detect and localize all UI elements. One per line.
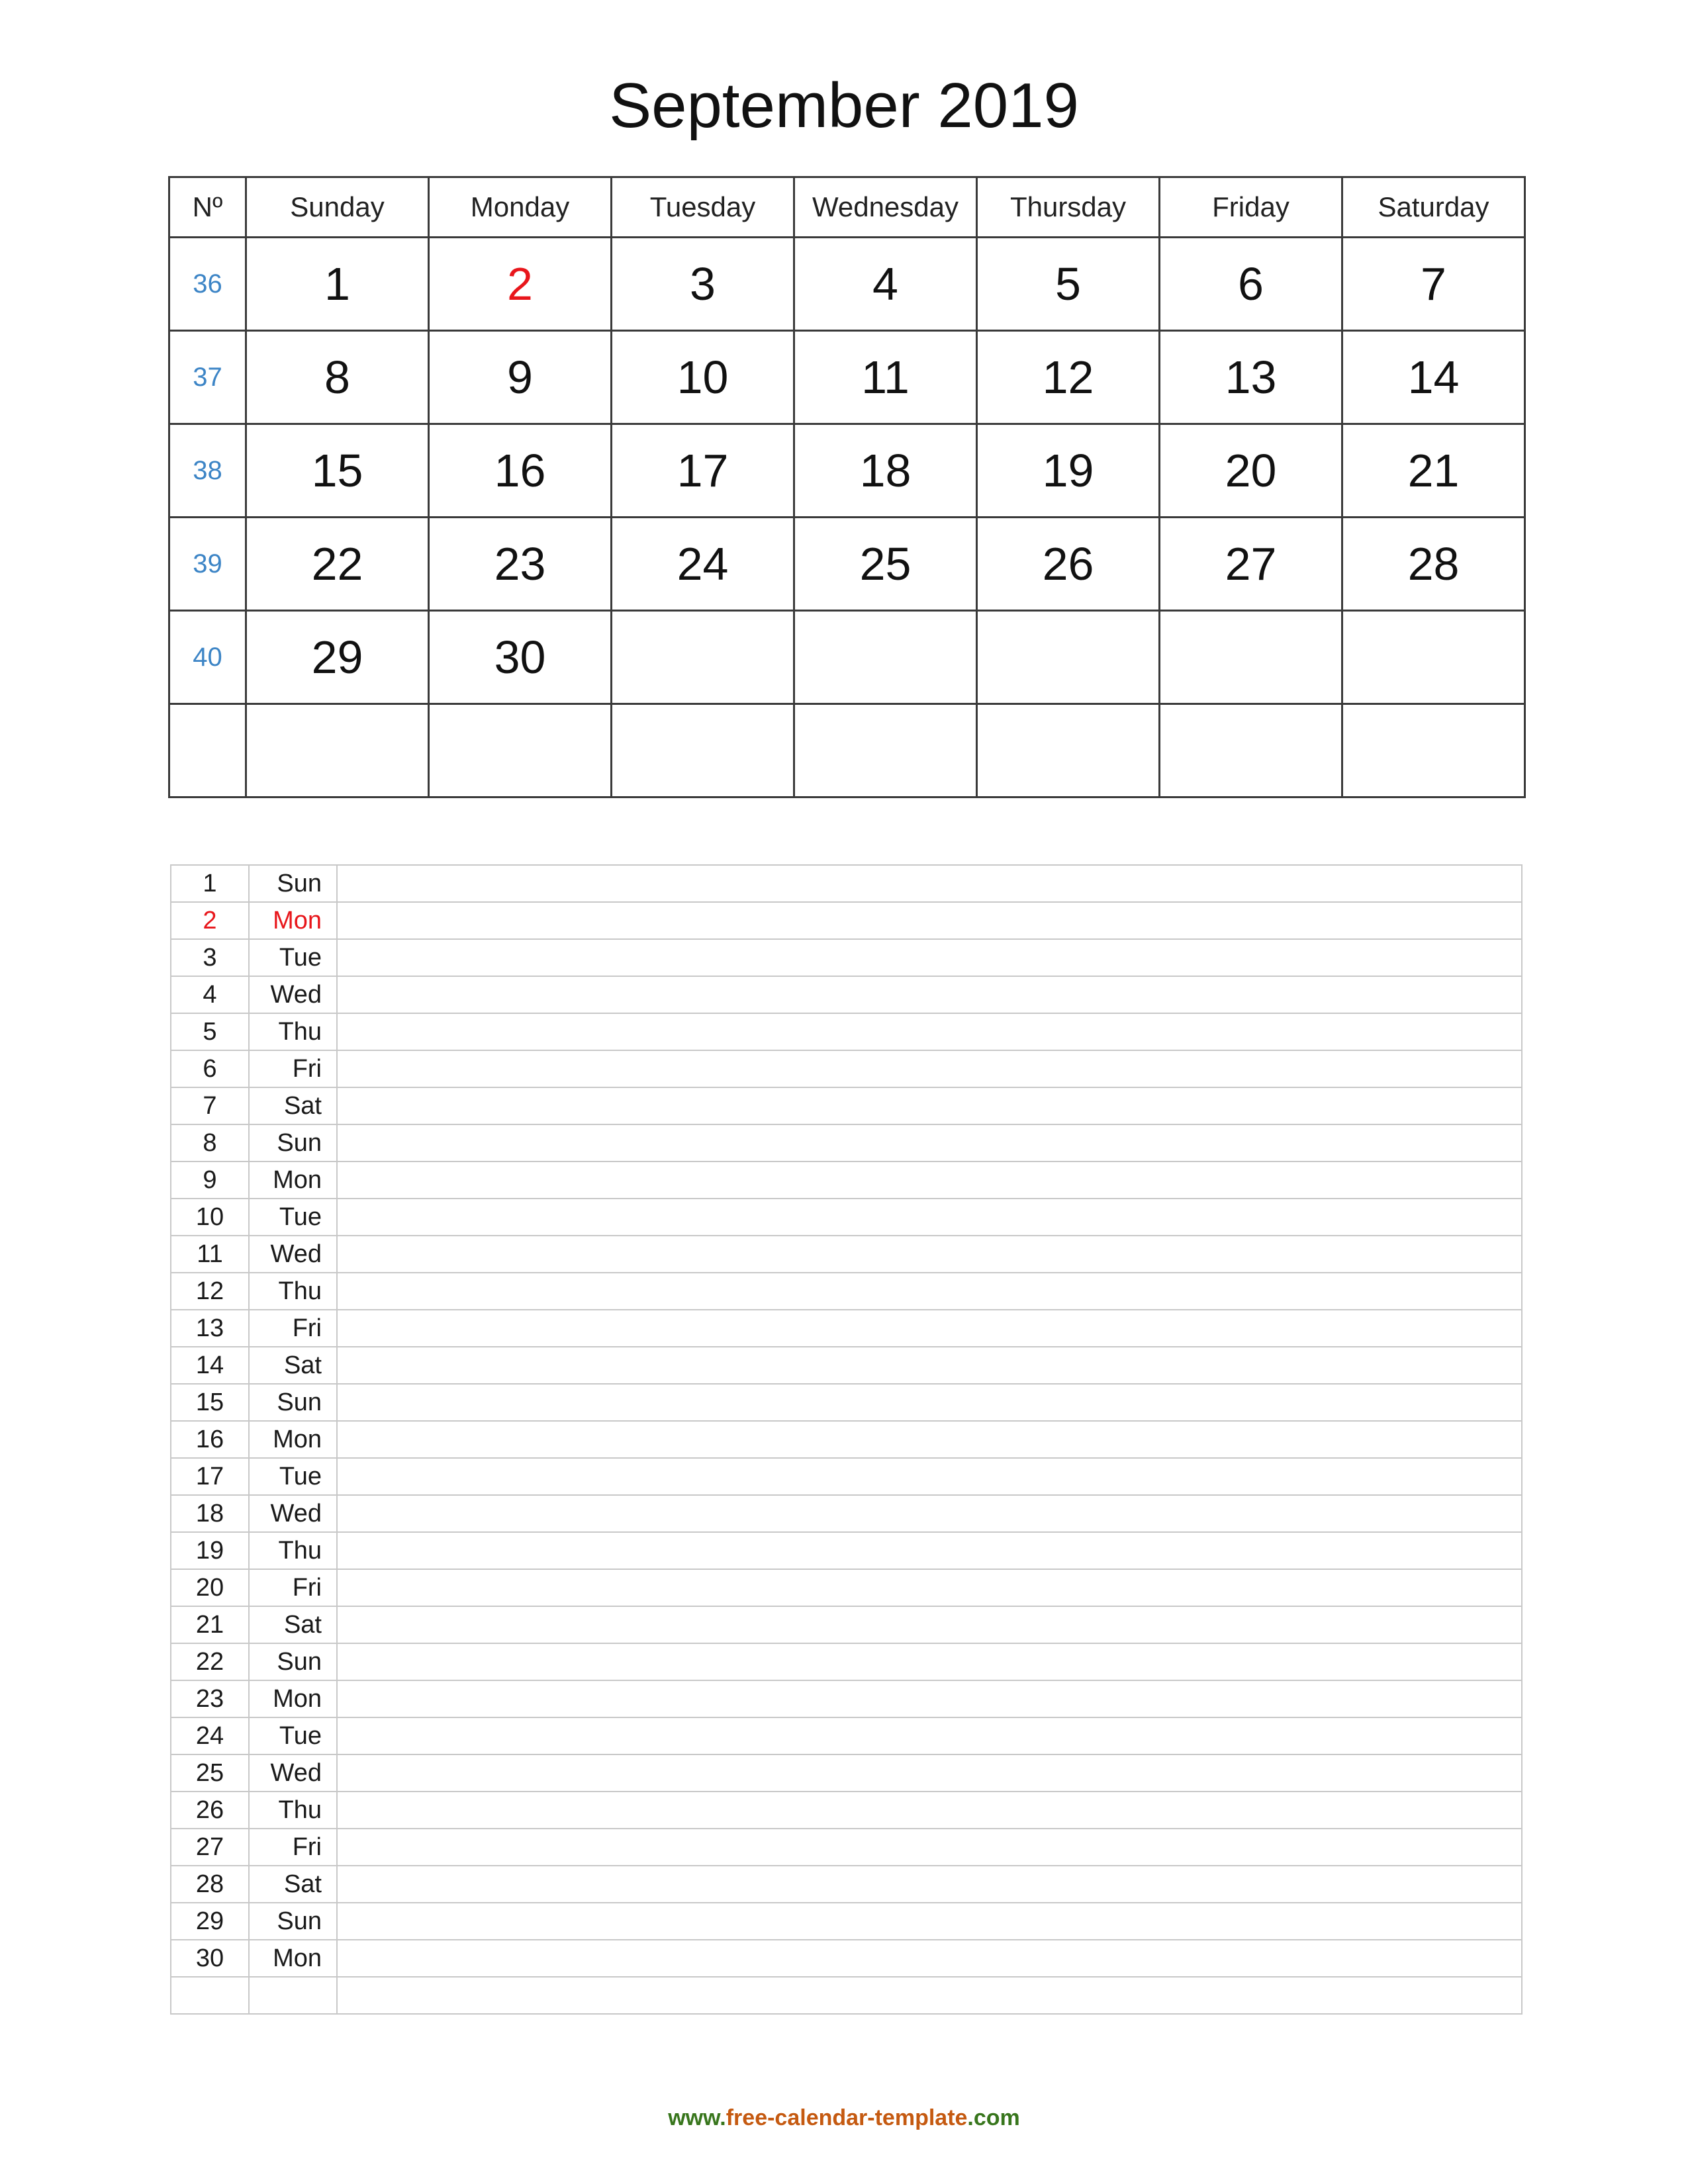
list-day-number: 17 — [171, 1458, 249, 1495]
note-cell[interactable] — [337, 1717, 1522, 1754]
list-weekday: Thu — [249, 1013, 337, 1050]
day-cell: 8 — [246, 331, 429, 424]
note-cell[interactable] — [337, 1977, 1522, 2014]
weekday-header: Monday — [429, 177, 612, 238]
note-cell[interactable] — [337, 1940, 1522, 1977]
week-row — [169, 331, 1525, 424]
note-cell[interactable] — [337, 1606, 1522, 1643]
list-row — [171, 1754, 1522, 1792]
list-weekday: Sat — [249, 1087, 337, 1124]
day-cell — [246, 704, 429, 797]
day-cell: 10 — [612, 331, 794, 424]
day-cell: 7 — [1342, 238, 1525, 331]
list-row — [171, 1495, 1522, 1532]
day-cell — [1342, 704, 1525, 797]
list-weekday: Fri — [249, 1569, 337, 1606]
list-weekday: Sat — [249, 1606, 337, 1643]
list-weekday: Fri — [249, 1829, 337, 1866]
list-day-number: 28 — [171, 1866, 249, 1903]
list-day-number — [171, 1977, 249, 2014]
list-row — [171, 1161, 1522, 1199]
list-row — [171, 865, 1522, 902]
footer-url-prefix: www. — [668, 2105, 726, 2130]
list-day-number: 10 — [171, 1199, 249, 1236]
list-weekday: Mon — [249, 1680, 337, 1717]
list-weekday: Mon — [249, 1421, 337, 1458]
list-row — [171, 1792, 1522, 1829]
list-row — [171, 1717, 1522, 1754]
list-row — [171, 1347, 1522, 1384]
day-cell: 12 — [977, 331, 1160, 424]
week-number — [169, 704, 246, 797]
list-weekday: Wed — [249, 1236, 337, 1273]
list-weekday: Sun — [249, 865, 337, 902]
week-row — [169, 704, 1525, 797]
list-row — [171, 1087, 1522, 1124]
note-cell[interactable] — [337, 1236, 1522, 1273]
note-cell[interactable] — [337, 1643, 1522, 1680]
note-cell[interactable] — [337, 1087, 1522, 1124]
day-cell: 27 — [1160, 518, 1342, 611]
list-row — [171, 1199, 1522, 1236]
note-cell[interactable] — [337, 1829, 1522, 1866]
list-weekday: Thu — [249, 1532, 337, 1569]
footer-url[interactable] — [0, 2098, 1688, 2138]
day-cell: 11 — [794, 331, 977, 424]
week-number: 39 — [169, 518, 246, 611]
list-day-number: 6 — [171, 1050, 249, 1087]
day-cell — [977, 704, 1160, 797]
day-cell — [977, 611, 1160, 704]
list-weekday: Wed — [249, 1754, 337, 1792]
list-row — [171, 1050, 1522, 1087]
day-cell — [794, 611, 977, 704]
note-cell[interactable] — [337, 976, 1522, 1013]
list-row — [171, 1569, 1522, 1606]
list-day-number: 22 — [171, 1643, 249, 1680]
list-row — [171, 1532, 1522, 1569]
list-day-number: 27 — [171, 1829, 249, 1866]
list-weekday: Mon — [249, 1161, 337, 1199]
day-cell — [1160, 611, 1342, 704]
list-row — [171, 1384, 1522, 1421]
day-cell: 19 — [977, 424, 1160, 518]
weekday-header: Tuesday — [612, 177, 794, 238]
list-weekday: Sun — [249, 1124, 337, 1161]
note-cell[interactable] — [337, 1680, 1522, 1717]
list-day-number: 24 — [171, 1717, 249, 1754]
week-row — [169, 238, 1525, 331]
list-row — [171, 976, 1522, 1013]
list-weekday: Sun — [249, 1903, 337, 1940]
page-title: September 2019 — [609, 70, 1079, 141]
note-cell[interactable] — [337, 1199, 1522, 1236]
list-day-number: 21 — [171, 1606, 249, 1643]
list-day-number: 1 — [171, 865, 249, 902]
list-weekday: Thu — [249, 1792, 337, 1829]
list-row — [171, 1013, 1522, 1050]
list-day-number: 5 — [171, 1013, 249, 1050]
note-cell[interactable] — [337, 1384, 1522, 1421]
list-weekday: Fri — [249, 1310, 337, 1347]
list-row — [171, 1310, 1522, 1347]
list-day-number: 11 — [171, 1236, 249, 1273]
day-cell: 28 — [1342, 518, 1525, 611]
note-cell[interactable] — [337, 1792, 1522, 1829]
note-cell[interactable] — [337, 1495, 1522, 1532]
list-weekday: Sat — [249, 1347, 337, 1384]
week-number: 38 — [169, 424, 246, 518]
list-weekday: Sun — [249, 1643, 337, 1680]
day-cell: 16 — [429, 424, 612, 518]
day-cell: 9 — [429, 331, 612, 424]
list-row — [171, 1829, 1522, 1866]
month-grid — [168, 176, 1526, 798]
day-cell: 24 — [612, 518, 794, 611]
day-cell: 2 — [429, 238, 612, 331]
day-cell: 29 — [246, 611, 429, 704]
weekday-header: Wednesday — [794, 177, 977, 238]
list-row — [171, 1421, 1522, 1458]
list-day-number: 19 — [171, 1532, 249, 1569]
day-cell: 13 — [1160, 331, 1342, 424]
list-row — [171, 1940, 1522, 1977]
week-row — [169, 611, 1525, 704]
note-cell[interactable] — [337, 1273, 1522, 1310]
footer-url-suffix: .com — [967, 2105, 1020, 2130]
weekday-header: Sunday — [246, 177, 429, 238]
week-number: 40 — [169, 611, 246, 704]
week-number: 36 — [169, 238, 246, 331]
week-row — [169, 518, 1525, 611]
day-cell: 5 — [977, 238, 1160, 331]
list-row — [171, 1458, 1522, 1495]
list-weekday: Tue — [249, 1199, 337, 1236]
list-weekday: Fri — [249, 1050, 337, 1087]
note-cell[interactable] — [337, 902, 1522, 939]
day-cell: 20 — [1160, 424, 1342, 518]
day-cell: 1 — [246, 238, 429, 331]
note-cell[interactable] — [337, 1532, 1522, 1569]
note-cell[interactable] — [337, 1161, 1522, 1199]
day-cell — [794, 704, 977, 797]
list-row — [171, 939, 1522, 976]
list-row — [171, 1124, 1522, 1161]
list-day-number: 4 — [171, 976, 249, 1013]
list-day-number: 20 — [171, 1569, 249, 1606]
day-cell — [612, 704, 794, 797]
list-row — [171, 1977, 1522, 2014]
day-cell: 30 — [429, 611, 612, 704]
day-cell: 22 — [246, 518, 429, 611]
note-cell[interactable] — [337, 1347, 1522, 1384]
list-row — [171, 1643, 1522, 1680]
list-day-number: 29 — [171, 1903, 249, 1940]
note-cell[interactable] — [337, 1013, 1522, 1050]
note-cell[interactable] — [337, 1458, 1522, 1495]
day-cell: 26 — [977, 518, 1160, 611]
day-list — [170, 864, 1523, 2015]
list-row — [171, 902, 1522, 939]
list-weekday: Wed — [249, 1495, 337, 1532]
list-weekday: Wed — [249, 976, 337, 1013]
list-weekday: Tue — [249, 1717, 337, 1754]
note-cell[interactable] — [337, 865, 1522, 902]
weekday-header: Saturday — [1342, 177, 1525, 238]
week-row — [169, 424, 1525, 518]
note-cell[interactable] — [337, 1124, 1522, 1161]
list-day-number: 13 — [171, 1310, 249, 1347]
day-cell: 6 — [1160, 238, 1342, 331]
note-cell[interactable] — [337, 939, 1522, 976]
list-day-number: 2 — [171, 902, 249, 939]
day-cell — [612, 611, 794, 704]
list-day-number: 15 — [171, 1384, 249, 1421]
note-cell[interactable] — [337, 1903, 1522, 1940]
list-weekday: Tue — [249, 939, 337, 976]
list-day-number: 23 — [171, 1680, 249, 1717]
day-cell: 25 — [794, 518, 977, 611]
weekday-header: Friday — [1160, 177, 1342, 238]
day-cell: 17 — [612, 424, 794, 518]
note-cell[interactable] — [337, 1866, 1522, 1903]
list-day-number: 16 — [171, 1421, 249, 1458]
list-row — [171, 1236, 1522, 1273]
day-cell — [1160, 704, 1342, 797]
list-day-number: 18 — [171, 1495, 249, 1532]
list-weekday: Mon — [249, 1940, 337, 1977]
list-day-number: 30 — [171, 1940, 249, 1977]
day-cell — [429, 704, 612, 797]
note-cell[interactable] — [337, 1754, 1522, 1792]
list-row — [171, 1606, 1522, 1643]
list-weekday: Mon — [249, 902, 337, 939]
note-cell[interactable] — [337, 1310, 1522, 1347]
list-weekday: Sat — [249, 1866, 337, 1903]
list-day-number: 25 — [171, 1754, 249, 1792]
day-cell — [1342, 611, 1525, 704]
weekday-header-row — [169, 177, 1525, 238]
note-cell[interactable] — [337, 1569, 1522, 1606]
footer-url-middle: free-calendar-template — [726, 2105, 968, 2130]
list-day-number: 14 — [171, 1347, 249, 1384]
list-day-number: 3 — [171, 939, 249, 976]
weekday-header: Thursday — [977, 177, 1160, 238]
week-number: 37 — [169, 331, 246, 424]
day-cell: 4 — [794, 238, 977, 331]
day-cell: 3 — [612, 238, 794, 331]
list-weekday — [249, 1977, 337, 2014]
list-day-number: 12 — [171, 1273, 249, 1310]
list-day-number: 7 — [171, 1087, 249, 1124]
list-row — [171, 1903, 1522, 1940]
day-cell: 15 — [246, 424, 429, 518]
note-cell[interactable] — [337, 1050, 1522, 1087]
day-cell: 21 — [1342, 424, 1525, 518]
list-weekday: Thu — [249, 1273, 337, 1310]
day-cell: 18 — [794, 424, 977, 518]
list-weekday: Sun — [249, 1384, 337, 1421]
list-day-number: 26 — [171, 1792, 249, 1829]
note-cell[interactable] — [337, 1421, 1522, 1458]
list-weekday: Tue — [249, 1458, 337, 1495]
day-cell: 23 — [429, 518, 612, 611]
list-day-number: 9 — [171, 1161, 249, 1199]
day-cell: 14 — [1342, 331, 1525, 424]
list-row — [171, 1866, 1522, 1903]
week-number-header: Nº — [169, 177, 246, 238]
list-row — [171, 1273, 1522, 1310]
list-day-number: 8 — [171, 1124, 249, 1161]
list-row — [171, 1680, 1522, 1717]
